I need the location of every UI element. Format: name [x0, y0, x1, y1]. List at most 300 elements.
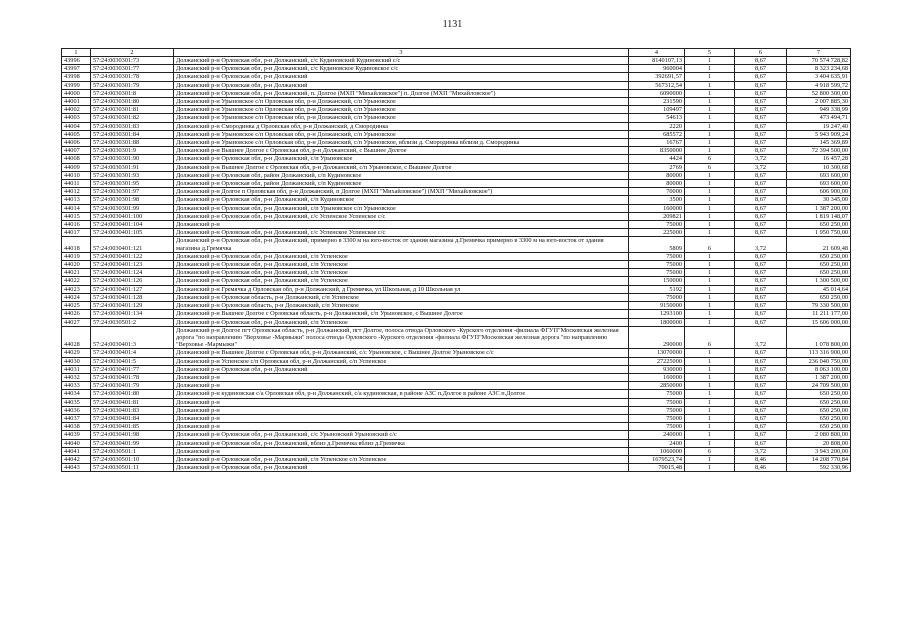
header-col-2: 2	[91, 49, 174, 57]
table-header-row	[62, 49, 851, 57]
area-cell: 75000	[629, 390, 685, 398]
cadastral-value-cell: 2 007 885,30	[787, 98, 851, 106]
type-code-cell: 1	[685, 89, 735, 97]
header-col-4: 4	[629, 49, 685, 57]
address-cell: Должанский р-н Долгое п Орловская обл, р-н Должанский, п Долгое (МХП "Михайловское") (МХП "Михайловское")	[174, 188, 629, 196]
cadastral-value-cell: 236 040 750,00	[787, 357, 851, 365]
table-row	[62, 285, 851, 293]
type-code-cell: 1	[685, 180, 735, 188]
address-cell: Должанский р-н Урыновское с/п Орловская обл, р-н Должанский, с/п Урыновское	[174, 130, 629, 138]
area-cell: 567312,54	[629, 81, 685, 89]
table-row	[62, 373, 851, 381]
row-number-cell: 44008	[62, 155, 91, 163]
row-number-cell: 44007	[62, 147, 91, 155]
specific-value-cell: 8,67	[735, 365, 787, 373]
specific-value-cell: 8,67	[735, 414, 787, 422]
cadastral-number-cell: 57:24:0030301:83	[91, 122, 174, 130]
area-cell: 75000	[629, 398, 685, 406]
area-cell: 1293100	[629, 310, 685, 318]
row-number-cell: 44012	[62, 188, 91, 196]
type-code-cell: 1	[685, 269, 735, 277]
table-row	[62, 464, 851, 472]
row-number-cell: 44043	[62, 464, 91, 472]
row-number-cell: 44037	[62, 414, 91, 422]
cadastral-value-cell: 650 250,00	[787, 221, 851, 229]
specific-value-cell: 8,67	[735, 349, 787, 357]
address-cell: Должанский р-н Успенское с/п Орловская обл, р-н Должанский, с/п Успенское	[174, 357, 629, 365]
type-code-cell: 1	[685, 171, 735, 179]
address-cell: Должанский р-н Урыновское с/п Орловская обл, р-н Должанский, с/п Урыновское	[174, 114, 629, 122]
type-code-cell: 1	[685, 188, 735, 196]
cadastral-value-cell: 24 709 500,00	[787, 382, 851, 390]
cadastral-number-cell: 57:24:0030401:3	[91, 326, 174, 349]
cadastral-number-cell: 57:24:0030401:134	[91, 310, 174, 318]
cadastral-number-cell: 57:24:0030501:10	[91, 455, 174, 463]
specific-value-cell: 8,67	[735, 302, 787, 310]
cadastral-number-cell: 57:24:0030401:98	[91, 431, 174, 439]
address-cell: Должанский р-н Орловская область, р-н Должанский, с/п Успенское	[174, 302, 629, 310]
table-row	[62, 414, 851, 422]
table-row	[62, 89, 851, 97]
table-row	[62, 269, 851, 277]
cadastral-value-cell: 4 918 599,72	[787, 81, 851, 89]
cadastral-value-cell: 1 950 750,00	[787, 229, 851, 237]
type-code-cell: 1	[685, 98, 735, 106]
header-col-7: 7	[787, 49, 851, 57]
cadastral-number-cell: 57:24:0030501:1	[91, 447, 174, 455]
cadastral-value-cell: 949 338,99	[787, 106, 851, 114]
address-cell: Должанский р-н Орловская обл, район Должанский, с/п Кудиновское	[174, 171, 629, 179]
cadastral-value-cell: 5 943 909,24	[787, 130, 851, 138]
row-number-cell: 44019	[62, 252, 91, 260]
table-row	[62, 81, 851, 89]
cadastral-number-cell: 57:24:0030401:5	[91, 357, 174, 365]
area-cell: 2769	[629, 163, 685, 171]
header-col-6: 6	[735, 49, 787, 57]
specific-value-cell: 8,67	[735, 196, 787, 204]
cadastral-value-cell: 113 316 900,00	[787, 349, 851, 357]
cadastral-value-cell: 693 600,00	[787, 180, 851, 188]
row-number-cell: 44032	[62, 373, 91, 381]
address-cell: Должанский р-н Вышнее Долгое с Орловская область, р-н Должанский, с/п Урыновское, с Вышнее Долгое	[174, 310, 629, 318]
address-cell: Должанский р-н кудиновская с/а Орловская обл, р-н Должанский, с/а кудиновская, в районе АЗС п.Долгое в районе АЗС п.Долгое	[174, 390, 629, 398]
cadastral-value-cell: 21 609,48	[787, 237, 851, 252]
cadastral-value-cell: 606 900,00	[787, 188, 851, 196]
cadastral-value-cell: 1 300 500,00	[787, 277, 851, 285]
type-code-cell: 1	[685, 285, 735, 293]
address-cell: Должанский р-н	[174, 382, 629, 390]
row-number-cell: 44025	[62, 302, 91, 310]
cadastral-number-cell: 57:24:0030401:77	[91, 365, 174, 373]
cadastral-value-cell: 650 250,00	[787, 406, 851, 414]
area-cell: 930000	[629, 365, 685, 373]
row-number-cell: 44014	[62, 204, 91, 212]
specific-value-cell: 8,67	[735, 122, 787, 130]
specific-value-cell: 8,46	[735, 455, 787, 463]
cadastral-value-cell: 52 800 300,00	[787, 89, 851, 97]
cadastral-value-cell: 650 250,00	[787, 261, 851, 269]
area-cell: 1800000	[629, 318, 685, 326]
table-row	[62, 65, 851, 73]
address-cell: Должанский р-н Орловская обл, р-н Должанский, с/п Успенское	[174, 277, 629, 285]
table-row	[62, 221, 851, 229]
row-number-cell: 44024	[62, 293, 91, 301]
area-cell: 2220	[629, 122, 685, 130]
area-cell: 9150000	[629, 302, 685, 310]
row-number-cell: 44041	[62, 447, 91, 455]
cadastral-value-cell: 8 063 100,00	[787, 365, 851, 373]
address-cell: Должанский р-н Орловская обл, р-н Должанский, с/п Успенское с/п Успенское	[174, 455, 629, 463]
address-cell: Должанский р-н Вышнее Долгое с Орловская обл, р-н Должанский, с Вышнее Долгое	[174, 147, 629, 155]
area-cell: 8350000	[629, 147, 685, 155]
table-body	[62, 57, 851, 472]
address-cell: Должанский р-н Орловская обл, р-н Должанский, с/п Кудиновское	[174, 196, 629, 204]
specific-value-cell: 8,67	[735, 252, 787, 260]
address-cell: Должанский р-н	[174, 406, 629, 414]
row-number-cell: 43996	[62, 57, 91, 65]
address-cell: Должанский р-н Орловская обл, р-н Должанский, с/п Успенское	[174, 261, 629, 269]
type-code-cell: 1	[685, 130, 735, 138]
specific-value-cell: 8,67	[735, 318, 787, 326]
area-cell: 16767	[629, 139, 685, 147]
cadastral-number-cell: 57:24:0030301:82	[91, 114, 174, 122]
cadastral-value-cell: 650 250,00	[787, 293, 851, 301]
specific-value-cell: 8,67	[735, 285, 787, 293]
table-row	[62, 57, 851, 65]
area-cell: 75000	[629, 252, 685, 260]
table-row	[62, 277, 851, 285]
type-code-cell: 6	[685, 326, 735, 349]
address-cell: Должанский р-н Орловская обл, р-н Должанский	[174, 464, 629, 472]
address-cell: Должанский р-н Орловская обл, р-н Должанский, с/с Кудиновское Кудиновское с/с	[174, 65, 629, 73]
type-code-cell: 1	[685, 423, 735, 431]
cadastral-number-cell: 57:24:0030301:97	[91, 188, 174, 196]
area-cell: 231590	[629, 98, 685, 106]
type-code-cell: 1	[685, 204, 735, 212]
area-cell: 27225000	[629, 357, 685, 365]
area-cell: 1679523,74	[629, 455, 685, 463]
row-number-cell: 44022	[62, 277, 91, 285]
address-cell: Должанский р-н	[174, 447, 629, 455]
row-number-cell: 44034	[62, 390, 91, 398]
address-cell: Должанский р-н	[174, 221, 629, 229]
table-row	[62, 431, 851, 439]
area-cell: 80000	[629, 171, 685, 179]
type-code-cell: 1	[685, 196, 735, 204]
specific-value-cell: 8,67	[735, 431, 787, 439]
cadastral-value-cell: 693 600,00	[787, 171, 851, 179]
cadastral-number-cell: 57:24:0030301:99	[91, 204, 174, 212]
table-row	[62, 455, 851, 463]
type-code-cell: 1	[685, 147, 735, 155]
row-number-cell: 44040	[62, 439, 91, 447]
area-cell: 5809	[629, 237, 685, 252]
cadastral-value-cell: 650 250,00	[787, 390, 851, 398]
cadastral-number-cell: 57:24:0030401:83	[91, 406, 174, 414]
table-row	[62, 147, 851, 155]
area-cell: 75000	[629, 293, 685, 301]
cadastral-value-cell: 473 494,71	[787, 114, 851, 122]
cadastral-number-cell: 57:24:0030301:8	[91, 89, 174, 97]
page-number: 1131	[442, 19, 463, 30]
specific-value-cell: 8,67	[735, 73, 787, 81]
specific-value-cell: 8,67	[735, 81, 787, 89]
area-cell: 150000	[629, 277, 685, 285]
address-cell: Должанский р-н Орловская обл, р-н Должанский	[174, 73, 629, 81]
cadastral-number-cell: 57:24:0030401:99	[91, 439, 174, 447]
table-row	[62, 261, 851, 269]
cadastral-value-cell: 1 078 800,00	[787, 326, 851, 349]
specific-value-cell: 8,67	[735, 406, 787, 414]
table-row	[62, 204, 851, 212]
row-number-cell: 44004	[62, 122, 91, 130]
area-cell: 75000	[629, 406, 685, 414]
type-code-cell: 1	[685, 302, 735, 310]
row-number-cell: 44026	[62, 310, 91, 318]
type-code-cell: 1	[685, 455, 735, 463]
type-code-cell: 1	[685, 349, 735, 357]
address-cell: Должанский р-н Смородинка д Орловская обл, р-н Должанский, д Смородинка	[174, 122, 629, 130]
table-row	[62, 180, 851, 188]
row-number-cell: 44016	[62, 221, 91, 229]
cadastral-number-cell: 57:24:0030401:128	[91, 293, 174, 301]
table-row	[62, 293, 851, 301]
table-row	[62, 73, 851, 81]
cadastral-number-cell: 57:24:0030401:80	[91, 390, 174, 398]
area-cell: 75000	[629, 221, 685, 229]
area-cell: 3500	[629, 196, 685, 204]
header-col-5: 5	[685, 49, 735, 57]
address-cell: Должанский р-н	[174, 373, 629, 381]
row-number-cell: 44017	[62, 229, 91, 237]
table-row	[62, 155, 851, 163]
type-code-cell: 1	[685, 139, 735, 147]
cadastral-value-cell: 30 345,00	[787, 196, 851, 204]
cadastral-number-cell: 57:24:0030401:127	[91, 285, 174, 293]
table-row	[62, 252, 851, 260]
type-code-cell: 1	[685, 398, 735, 406]
cadastral-number-cell: 57:24:0030401:124	[91, 269, 174, 277]
area-cell: 1060000	[629, 447, 685, 455]
row-number-cell: 44011	[62, 180, 91, 188]
cadastral-number-cell: 57:24:0030301:81	[91, 106, 174, 114]
specific-value-cell: 8,67	[735, 423, 787, 431]
specific-value-cell: 8,67	[735, 130, 787, 138]
row-number-cell: 44003	[62, 114, 91, 122]
address-cell: Должанский р-н Орловская обл, р-н Должанский, с/с Успенское Успенское с/с	[174, 212, 629, 220]
specific-value-cell: 8,67	[735, 390, 787, 398]
specific-value-cell: 8,67	[735, 382, 787, 390]
cadastral-value-cell: 650 250,00	[787, 269, 851, 277]
area-cell: 109497	[629, 106, 685, 114]
row-number-cell: 44031	[62, 365, 91, 373]
specific-value-cell: 8,67	[735, 398, 787, 406]
address-cell: Должанский р-н Орловская обл, р-н Должанский, с/п Урыновское	[174, 155, 629, 163]
type-code-cell: 1	[685, 431, 735, 439]
type-code-cell: 1	[685, 212, 735, 220]
address-cell: Должанский р-н Урыновское с/п Орловская обл, р-н Должанский, с/п Урыновское, вблизи д. Смородинка вблизи д. Смородинка	[174, 139, 629, 147]
row-number-cell: 44002	[62, 106, 91, 114]
address-cell: Должанский р-н Орловская обл, р-н Должанский, с/п Урыновское с/п Урыновское	[174, 204, 629, 212]
area-cell: 70000	[629, 188, 685, 196]
cadastral-value-table	[61, 48, 851, 472]
type-code-cell: 1	[685, 414, 735, 422]
cadastral-value-cell: 145 369,89	[787, 139, 851, 147]
cadastral-value-cell: 8 323 234,68	[787, 65, 851, 73]
specific-value-cell: 8,67	[735, 357, 787, 365]
area-cell: 2850000	[629, 382, 685, 390]
table-row	[62, 390, 851, 398]
cadastral-value-cell: 650 250,00	[787, 252, 851, 260]
cadastral-value-cell: 3 943 200,00	[787, 447, 851, 455]
area-cell: 6090000	[629, 89, 685, 97]
specific-value-cell: 8,67	[735, 180, 787, 188]
row-number-cell: 44013	[62, 196, 91, 204]
table-row	[62, 237, 851, 252]
area-cell: 209821	[629, 212, 685, 220]
table-row	[62, 163, 851, 171]
cadastral-number-cell: 57:24:0030301:84	[91, 130, 174, 138]
row-number-cell: 44033	[62, 382, 91, 390]
row-number-cell: 44021	[62, 269, 91, 277]
specific-value-cell: 3,72	[735, 155, 787, 163]
table-row	[62, 171, 851, 179]
type-code-cell: 1	[685, 81, 735, 89]
table-row	[62, 398, 851, 406]
row-number-cell: 44027	[62, 318, 91, 326]
cadastral-number-cell: 57:24:0030301:80	[91, 98, 174, 106]
row-number-cell: 44029	[62, 349, 91, 357]
specific-value-cell: 8,67	[735, 65, 787, 73]
header-col-1: 1	[62, 49, 91, 57]
specific-value-cell: 3,72	[735, 326, 787, 349]
cadastral-value-cell: 2 080 800,00	[787, 431, 851, 439]
address-cell: Должанский р-н Орловская обл, р-н Должанский, с/п Успенское	[174, 252, 629, 260]
address-cell: Должанский р-н Орловская область, р-н Должанский, с/п Успенское	[174, 293, 629, 301]
address-cell: Должанский р-н Вышнее Долгое с Орловская обл, р-н Должанский, с/с Урыновское, с Вышнее Долгое Урыновское с/с	[174, 349, 629, 357]
row-number-cell: 43997	[62, 65, 91, 73]
cadastral-value-cell: 3 404 635,91	[787, 73, 851, 81]
specific-value-cell: 8,67	[735, 114, 787, 122]
table-row	[62, 130, 851, 138]
table-row	[62, 447, 851, 455]
row-number-cell: 44020	[62, 261, 91, 269]
cadastral-value-cell: 650 250,00	[787, 423, 851, 431]
table-row	[62, 106, 851, 114]
row-number-cell: 44015	[62, 212, 91, 220]
cadastral-number-cell: 57:24:0030301:78	[91, 73, 174, 81]
area-cell: 75000	[629, 423, 685, 431]
area-cell: 160000	[629, 204, 685, 212]
area-cell: 8140107,13	[629, 57, 685, 65]
cadastral-number-cell: 57:24:0030401:79	[91, 382, 174, 390]
type-code-cell: 1	[685, 106, 735, 114]
address-cell: Должанский р-н Гремячка д Орловская обл, р-н Должанский, д Гремячка, ул Школьная, д 10 Школьная ул	[174, 285, 629, 293]
type-code-cell: 1	[685, 229, 735, 237]
row-number-cell: 44001	[62, 98, 91, 106]
area-cell: 75000	[629, 414, 685, 422]
type-code-cell: 1	[685, 122, 735, 130]
cadastral-number-cell: 57:24:0030401:121	[91, 237, 174, 252]
cadastral-number-cell: 57:24:0030401:78	[91, 373, 174, 381]
cadastral-value-cell: 650 250,00	[787, 414, 851, 422]
table-row	[62, 196, 851, 204]
cadastral-number-cell: 57:24:0030401:4	[91, 349, 174, 357]
type-code-cell: 6	[685, 155, 735, 163]
table-row	[62, 139, 851, 147]
row-number-cell: 44023	[62, 285, 91, 293]
cadastral-number-cell: 57:24:0030401:123	[91, 261, 174, 269]
type-code-cell: 1	[685, 365, 735, 373]
type-code-cell: 1	[685, 310, 735, 318]
cadastral-number-cell: 57:24:0030301:73	[91, 57, 174, 65]
area-cell: 160000	[629, 373, 685, 381]
area-cell: 70015,48	[629, 464, 685, 472]
cadastral-value-cell: 11 211 177,00	[787, 310, 851, 318]
specific-value-cell: 8,67	[735, 147, 787, 155]
cadastral-value-cell: 10 300,68	[787, 163, 851, 171]
cadastral-value-cell: 650 250,00	[787, 398, 851, 406]
type-code-cell: 1	[685, 439, 735, 447]
table-row	[62, 326, 851, 349]
table-row	[62, 423, 851, 431]
row-number-cell: 44039	[62, 431, 91, 439]
row-number-cell: 44030	[62, 357, 91, 365]
type-code-cell: 1	[685, 373, 735, 381]
specific-value-cell: 8,67	[735, 373, 787, 381]
address-cell: Должанский р-н Долгое пгт Орловская область, р-н Должанский, пгт Долгое, полоса отвода Орловского -Курского отделения -филиала ФГУП"Московская железная дорога "по направлению "Верховье -Мармыжи" полоса отвода Орловского -Курского отделения -филиала ФГУП"Московская железная дорога "по направлению "Верховье -Мармыжи"	[174, 326, 629, 349]
cadastral-value-cell: 45 014,64	[787, 285, 851, 293]
area-cell: 685572	[629, 130, 685, 138]
cadastral-number-cell: 57:24:0030401:84	[91, 414, 174, 422]
cadastral-value-cell: 1 819 148,07	[787, 212, 851, 220]
table-row	[62, 212, 851, 220]
address-cell: Должанский р-н Орловская обл, р-н Должанский, с/с Урыновский Урыновский с/с	[174, 431, 629, 439]
address-cell: Должанский р-н Орловская обл, р-н Должанский, с/с Успенское Успенское с/с	[174, 229, 629, 237]
specific-value-cell: 8,67	[735, 310, 787, 318]
row-number-cell: 44018	[62, 237, 91, 252]
row-number-cell: 44038	[62, 423, 91, 431]
row-number-cell: 44028	[62, 326, 91, 349]
address-cell: Должанский р-н Орловская обл, р-н Должанский, примерно в 3300 м на юго-восток от здания магазина д.Гремячка примерно в 3300 м на юго-восток от здания магазина д.Гремячка	[174, 237, 629, 252]
cadastral-number-cell: 57:24:0030401:122	[91, 252, 174, 260]
table-row	[62, 302, 851, 310]
specific-value-cell: 8,67	[735, 439, 787, 447]
table-row	[62, 357, 851, 365]
cadastral-number-cell: 57:24:0030301:77	[91, 65, 174, 73]
address-cell: Должанский р-н	[174, 414, 629, 422]
address-cell: Должанский р-н Орловская обл, район Должанский, с/п Кудиновское	[174, 180, 629, 188]
row-number-cell: 44035	[62, 398, 91, 406]
type-code-cell: 1	[685, 293, 735, 301]
cadastral-number-cell: 57:24:0030301:93	[91, 171, 174, 179]
cadastral-number-cell: 57:24:0030401:100	[91, 212, 174, 220]
row-number-cell: 44005	[62, 130, 91, 138]
table-row	[62, 349, 851, 357]
cadastral-number-cell: 57:24:0030501:2	[91, 318, 174, 326]
table-row	[62, 229, 851, 237]
row-number-cell: 43998	[62, 73, 91, 81]
cadastral-number-cell: 57:24:0030401:129	[91, 302, 174, 310]
table-row	[62, 406, 851, 414]
cadastral-value-cell: 592 330,96	[787, 464, 851, 472]
address-cell: Должанский р-н Урыновское с/п Орловская обл, р-н Должанский, с/п Урыновское	[174, 98, 629, 106]
specific-value-cell: 3,72	[735, 163, 787, 171]
type-code-cell: 1	[685, 57, 735, 65]
row-number-cell: 44009	[62, 163, 91, 171]
table-row	[62, 318, 851, 326]
cadastral-number-cell: 57:24:0030301:9	[91, 147, 174, 155]
